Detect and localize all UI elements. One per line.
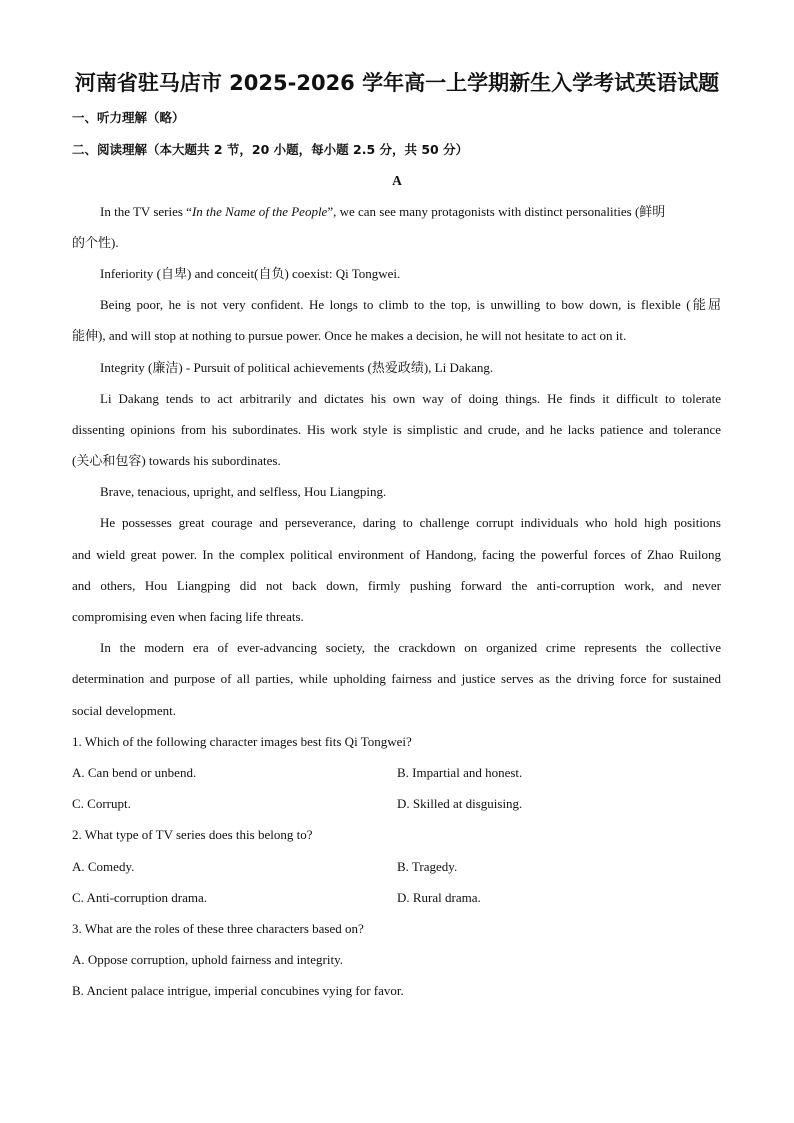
series-title: In the Name of the People [191, 204, 328, 219]
passage-paragraph-8-line-3: social development. [72, 703, 176, 718]
question-3-option-b[interactable]: B. Ancient palace intrigue, imperial concubines vying for favor. [72, 983, 404, 998]
question-3-option-a[interactable]: A. Oppose corruption, uphold fairness and integrity. [72, 952, 344, 967]
passage-paragraph-7-line-4: compromising even when facing life threats. [72, 609, 304, 624]
passage-text: In the TV series “ [100, 204, 192, 219]
passage-text: ”, we can see many protagonists with distinct personalities (鲜明 [327, 204, 666, 219]
passage-label: A [392, 173, 402, 188]
question-2-option-b[interactable]: B. Tragedy. [397, 859, 458, 874]
character-heading-qi-tongwei: Inferiority (自卑) and conceit(自负) coexist: Qi Tongwei. [100, 266, 401, 281]
passage-paragraph-5-line-3: (关心和包容) towards his subordinates. [72, 453, 281, 468]
question-1-option-b[interactable]: B. Impartial and honest. [397, 765, 523, 780]
question-1-option-d[interactable]: D. Skilled at disguising. [397, 796, 523, 811]
passage-paragraph-8-line-2: determination and purpose of all parties, while upholding fairness and justice serves as the driving force for sustained [72, 671, 721, 686]
exam-title: 河南省驻马店市 2025-2026 学年高一上学期新生入学考试英语试题 [74, 71, 720, 95]
question-3-stem: 3. What are the roles of these three characters based on? [72, 921, 364, 936]
passage-paragraph-3-line-1: Being poor, he is not very confident. He longs to climb to the top, is unwilling to bow down, is flexible (能屈 [100, 297, 721, 312]
question-1-stem: 1. Which of the following character images best fits Qi Tongwei? [72, 734, 412, 749]
passage-paragraph-7-line-3: and others, Hou Liangping did not back down, firmly pushing forward the anti-corruption work, and never [72, 578, 721, 593]
section-reading-heading: 二、阅读理解（本大题共 2 节，20 小题，每小题 2.5 分，共 50 分） [72, 142, 469, 157]
passage-paragraph-5-line-2: dissenting opinions from his subordinates. His work style is simplistic and crude, and he lacks patience and tolerance [72, 422, 721, 437]
passage-paragraph-1-line-2: 的个性). [72, 235, 119, 250]
passage-paragraph-8-line-1: In the modern era of ever-advancing society, the crackdown on organized crime represents the collective [100, 640, 721, 655]
question-2-option-c[interactable]: C. Anti-corruption drama. [72, 890, 208, 905]
passage-paragraph-7-line-2: and wield great power. In the complex political environment of Handong, facing the powerful forces of Zhao Ruilong [72, 547, 721, 562]
character-heading-hou-liangping: Brave, tenacious, upright, and selfless, Hou Liangping. [100, 484, 387, 499]
section-listening-heading: 一、听力理解（略） [72, 110, 185, 125]
question-1-option-a[interactable]: A. Can bend or unbend. [72, 765, 197, 780]
question-2-option-a[interactable]: A. Comedy. [72, 859, 135, 874]
question-2-stem: 2. What type of TV series does this belong to? [72, 827, 313, 842]
question-2-option-d[interactable]: D. Rural drama. [397, 890, 481, 905]
passage-paragraph-5-line-1: Li Dakang tends to act arbitrarily and dictates his own way of doing things. He finds it difficult to tolerate [100, 391, 721, 406]
passage-paragraph-1-line-1 [100, 204, 665, 220]
character-heading-li-dakang: Integrity (廉洁) - Pursuit of political achievements (热爱政绩), Li Dakang. [100, 360, 494, 375]
passage-paragraph-3-line-2: 能伸), and will stop at nothing to pursue power. Once he makes a decision, he will not hesitate to act on it. [72, 328, 627, 343]
passage-paragraph-7-line-1: He possesses great courage and perseverance, daring to challenge corrupt individuals who hold high positions [100, 515, 721, 530]
question-1-option-c[interactable]: C. Corrupt. [72, 796, 131, 811]
